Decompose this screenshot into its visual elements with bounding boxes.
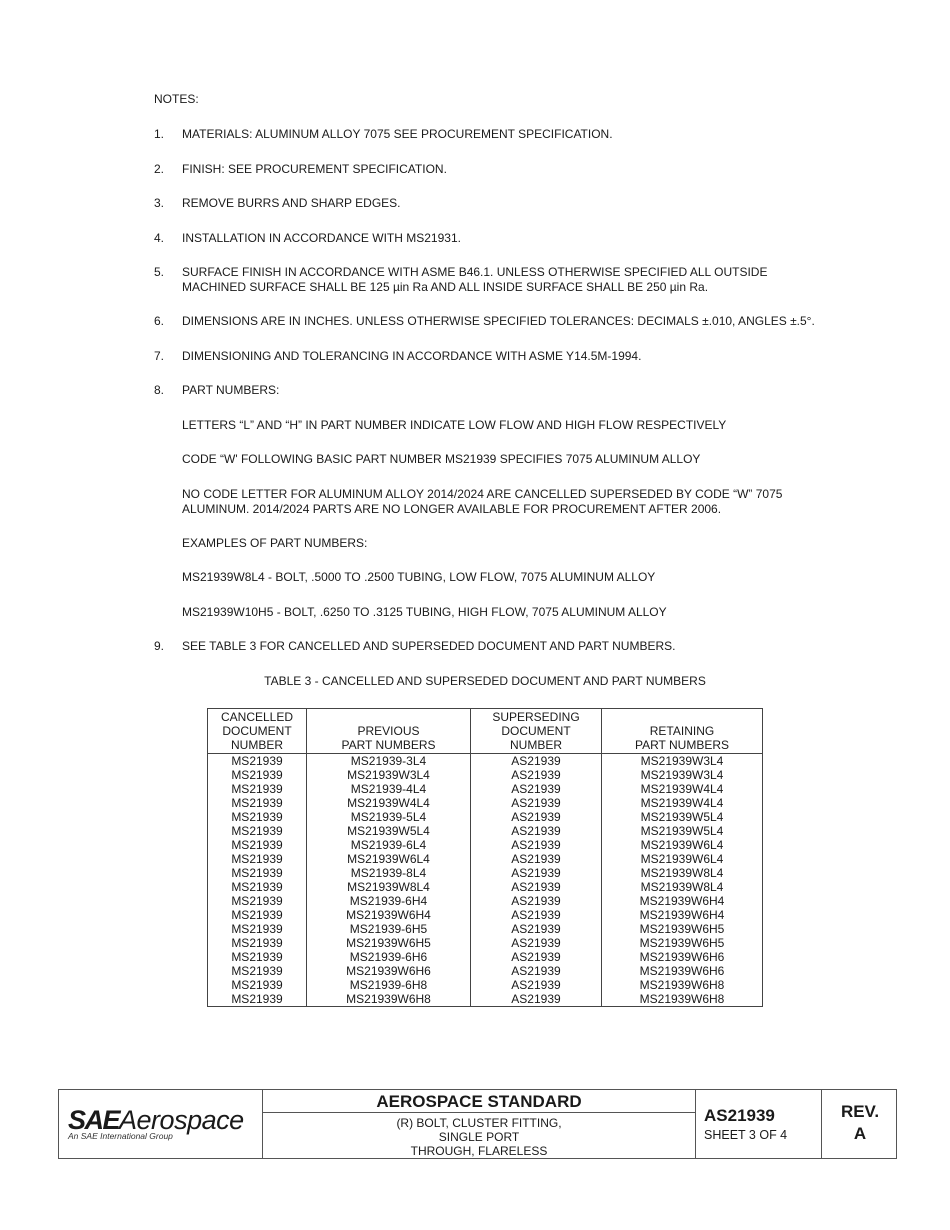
note-number: 3. — [154, 196, 165, 210]
note-text: DIMENSIONS ARE IN INCHES. UNLESS OTHERWISE SPECIFIED TOLERANCES: DECIMALS ±.010, ANGLES ±.5°. — [182, 314, 815, 328]
header-previous-part-numbers — [307, 709, 471, 754]
cancelled-document-cell: MS21939 — [208, 992, 307, 1007]
standard-title: AEROSPACE STANDARD — [263, 1090, 695, 1113]
previous-part-number-cell: MS21939W6H5 — [307, 936, 471, 950]
table-row — [208, 936, 763, 950]
superseding-document-cell: AS21939 — [471, 978, 602, 992]
logo-tagline: An SAE International Group — [68, 1131, 173, 1141]
superseding-document-cell: AS21939 — [471, 866, 602, 880]
table-row — [208, 950, 763, 964]
retaining-part-number-cell: MS21939W6L4 — [602, 852, 763, 866]
retaining-part-number-cell: MS21939W3L4 — [602, 754, 763, 769]
cancelled-document-cell: MS21939 — [208, 950, 307, 964]
logo-cell — [59, 1090, 263, 1158]
retaining-part-number-cell: MS21939W8L4 — [602, 866, 763, 880]
logo-aerospace-text: Aerospace — [119, 1105, 244, 1135]
header-line: CANCELLED — [220, 710, 294, 724]
previous-part-number-cell: MS21939-6L4 — [307, 838, 471, 852]
previous-part-number-cell: MS21939-6H4 — [307, 894, 471, 908]
revision-cell — [822, 1090, 898, 1158]
table-row — [208, 810, 763, 824]
previous-part-number-cell: MS21939-4L4 — [307, 782, 471, 796]
superseding-document-cell: AS21939 — [471, 796, 602, 810]
revision-value: A — [853, 1124, 867, 1143]
retaining-part-number-cell: MS21939W6L4 — [602, 838, 763, 852]
superseding-document-cell: AS21939 — [471, 880, 602, 894]
sheet-number: SHEET 3 OF 4 — [704, 1128, 788, 1142]
note-number: 2. — [154, 162, 165, 176]
cancelled-parts-table — [207, 708, 763, 1007]
table-row — [208, 838, 763, 852]
retaining-part-number-cell: MS21939W6H4 — [602, 908, 763, 922]
note-number: 6. — [154, 314, 165, 328]
table-row — [208, 922, 763, 936]
table-row — [208, 992, 763, 1007]
retaining-part-number-cell: MS21939W6H5 — [602, 922, 763, 936]
superseding-document-cell: AS21939 — [471, 810, 602, 824]
previous-part-number-cell: MS21939-5L4 — [307, 810, 471, 824]
superseding-document-cell: AS21939 — [471, 754, 602, 769]
note-text: SURFACE FINISH IN ACCORDANCE WITH ASME B46.1. UNLESS OTHERWISE SPECIFIED ALL OUTSIDE MACHINED SURFACE SHALL BE 125 µin Ra AND ALL INSIDE SURFACE SHALL BE 250 µin Ra. — [182, 265, 768, 294]
cancelled-document-cell: MS21939 — [208, 796, 307, 810]
part-number-note-4: EXAMPLES OF PART NUMBERS: — [182, 536, 368, 550]
retaining-part-number-cell: MS21939W6H5 — [602, 936, 763, 950]
note-text: SEE TABLE 3 FOR CANCELLED AND SUPERSEDED DOCUMENT AND PART NUMBERS. — [182, 639, 676, 653]
header-line: PART NUMBERS — [341, 738, 436, 752]
table-row — [208, 866, 763, 880]
previous-part-number-cell: MS21939W4L4 — [307, 796, 471, 810]
superseding-document-cell: AS21939 — [471, 908, 602, 922]
table-row — [208, 880, 763, 894]
document-number: AS21939 — [704, 1106, 775, 1125]
part-number-note-2: CODE “W' FOLLOWING BASIC PART NUMBER MS21939 SPECIFIES 7075 ALUMINUM ALLOY — [182, 452, 701, 466]
note-text: DIMENSIONING AND TOLERANCING IN ACCORDANCE WITH ASME Y14.5M-1994. — [182, 349, 642, 363]
header-retaining-part-numbers — [602, 709, 763, 754]
cancelled-document-cell: MS21939 — [208, 852, 307, 866]
cancelled-document-cell: MS21939 — [208, 754, 307, 769]
retaining-part-number-cell: MS21939W4L4 — [602, 796, 763, 810]
title-cell — [263, 1090, 696, 1158]
note-number: 9. — [154, 639, 165, 653]
previous-part-number-cell: MS21939W3L4 — [307, 768, 471, 782]
header-line: NUMBER — [230, 738, 283, 752]
previous-part-number-cell: MS21939W6H8 — [307, 992, 471, 1007]
previous-part-number-cell: MS21939W6H6 — [307, 964, 471, 978]
note-number: 8. — [154, 383, 165, 397]
superseding-document-cell: AS21939 — [471, 852, 602, 866]
table-row — [208, 824, 763, 838]
table-row — [208, 782, 763, 796]
header-line: PART NUMBERS — [634, 738, 730, 752]
previous-part-number-cell: MS21939-8L4 — [307, 866, 471, 880]
cancelled-document-cell: MS21939 — [208, 866, 307, 880]
part-number-example-2: MS21939W10H5 - BOLT, .6250 TO .3125 TUBING, HIGH FLOW, 7075 ALUMINUM ALLOY — [182, 605, 667, 619]
previous-part-number-cell: MS21939W8L4 — [307, 880, 471, 894]
previous-part-number-cell: MS21939-6H6 — [307, 950, 471, 964]
superseding-document-cell: AS21939 — [471, 992, 602, 1007]
logo-sae-text: SAE — [68, 1105, 120, 1135]
retaining-part-number-cell: MS21939W6H6 — [602, 950, 763, 964]
table-row — [208, 908, 763, 922]
retaining-part-number-cell: MS21939W6H8 — [602, 992, 763, 1007]
superseding-document-cell: AS21939 — [471, 838, 602, 852]
part-number-example-1: MS21939W8L4 - BOLT, .5000 TO .2500 TUBING, LOW FLOW, 7075 ALUMINUM ALLOY — [182, 570, 656, 584]
header-line: DOCUMENT — [222, 724, 292, 738]
cancelled-document-cell: MS21939 — [208, 810, 307, 824]
superseding-document-cell: AS21939 — [471, 768, 602, 782]
cancelled-document-cell: MS21939 — [208, 922, 307, 936]
note-text: MATERIALS: ALUMINUM ALLOY 7075 SEE PROCUREMENT SPECIFICATION. — [182, 127, 613, 141]
part-number-note-3: NO CODE LETTER FOR ALUMINUM ALLOY 2014/2024 ARE CANCELLED SUPERSEDED BY CODE “W” 7075 ALUMINUM. 2014/2024 PARTS ARE NO LONGER AVAILABLE FOR PROCUREMENT AFTER 2006. — [182, 487, 783, 516]
previous-part-number-cell: MS21939W6H4 — [307, 908, 471, 922]
cancelled-document-cell: MS21939 — [208, 936, 307, 950]
previous-part-number-cell: MS21939-3L4 — [307, 754, 471, 769]
document-number-cell — [696, 1090, 822, 1158]
table-row — [208, 754, 763, 769]
table-row — [208, 964, 763, 978]
note-text: INSTALLATION IN ACCORDANCE WITH MS21931. — [182, 231, 461, 245]
retaining-part-number-cell: MS21939W4L4 — [602, 782, 763, 796]
title-block — [58, 1089, 897, 1159]
table-row — [208, 852, 763, 866]
table-caption: TABLE 3 - CANCELLED AND SUPERSEDED DOCUMENT AND PART NUMBERS — [264, 674, 706, 688]
revision-label: REV. — [840, 1102, 880, 1121]
superseding-document-cell: AS21939 — [471, 950, 602, 964]
cancelled-document-cell: MS21939 — [208, 880, 307, 894]
header-line: SUPERSEDING — [492, 710, 580, 724]
cancelled-document-cell: MS21939 — [208, 824, 307, 838]
superseding-document-cell: AS21939 — [471, 824, 602, 838]
header-superseding-document-number — [471, 709, 602, 754]
retaining-part-number-cell: MS21939W6H8 — [602, 978, 763, 992]
cancelled-document-cell: MS21939 — [208, 838, 307, 852]
table-row — [208, 796, 763, 810]
cancelled-document-cell: MS21939 — [208, 768, 307, 782]
note-text: PART NUMBERS: — [182, 383, 280, 397]
previous-part-number-cell: MS21939-6H5 — [307, 922, 471, 936]
note-number: 4. — [154, 231, 165, 245]
superseding-document-cell: AS21939 — [471, 936, 602, 950]
header-line: NUMBER — [509, 738, 562, 752]
retaining-part-number-cell: MS21939W5L4 — [602, 810, 763, 824]
retaining-part-number-cell: MS21939W3L4 — [602, 768, 763, 782]
table-body — [208, 754, 763, 1007]
superseding-document-cell: AS21939 — [471, 964, 602, 978]
note-text: REMOVE BURRS AND SHARP EDGES. — [182, 196, 401, 210]
cancelled-document-cell: MS21939 — [208, 964, 307, 978]
description-line-3: THROUGH, FLARELESS — [410, 1144, 548, 1158]
retaining-part-number-cell: MS21939W6H4 — [602, 894, 763, 908]
cancelled-document-cell: MS21939 — [208, 894, 307, 908]
previous-part-number-cell: MS21939-6H8 — [307, 978, 471, 992]
header-line: RETAINING — [649, 724, 715, 738]
note-number: 5. — [154, 265, 165, 279]
header-line: PREVIOUS — [357, 724, 420, 738]
retaining-part-number-cell: MS21939W6H6 — [602, 964, 763, 978]
description-line-1: (R) BOLT, CLUSTER FITTING, — [396, 1116, 562, 1130]
table-row — [208, 978, 763, 992]
header-cancelled-document-number — [208, 709, 307, 754]
superseding-document-cell: AS21939 — [471, 782, 602, 796]
part-number-note-1: LETTERS “L” AND “H” IN PART NUMBER INDICATE LOW FLOW AND HIGH FLOW RESPECTIVELY — [182, 418, 727, 432]
note-number: 1. — [154, 127, 165, 141]
table-row — [208, 894, 763, 908]
previous-part-number-cell: MS21939W5L4 — [307, 824, 471, 838]
superseding-document-cell: AS21939 — [471, 922, 602, 936]
notes-heading: NOTES: — [154, 92, 199, 106]
table-row — [208, 768, 763, 782]
header-line: DOCUMENT — [501, 724, 571, 738]
note-text: FINISH: SEE PROCUREMENT SPECIFICATION. — [182, 162, 447, 176]
cancelled-document-cell: MS21939 — [208, 908, 307, 922]
cancelled-document-cell: MS21939 — [208, 782, 307, 796]
retaining-part-number-cell: MS21939W8L4 — [602, 880, 763, 894]
retaining-part-number-cell: MS21939W5L4 — [602, 824, 763, 838]
note-number: 7. — [154, 349, 165, 363]
table-header-row — [208, 709, 763, 754]
previous-part-number-cell: MS21939W6L4 — [307, 852, 471, 866]
cancelled-document-cell: MS21939 — [208, 978, 307, 992]
superseding-document-cell: AS21939 — [471, 894, 602, 908]
description-line-2: SINGLE PORT — [438, 1130, 520, 1144]
